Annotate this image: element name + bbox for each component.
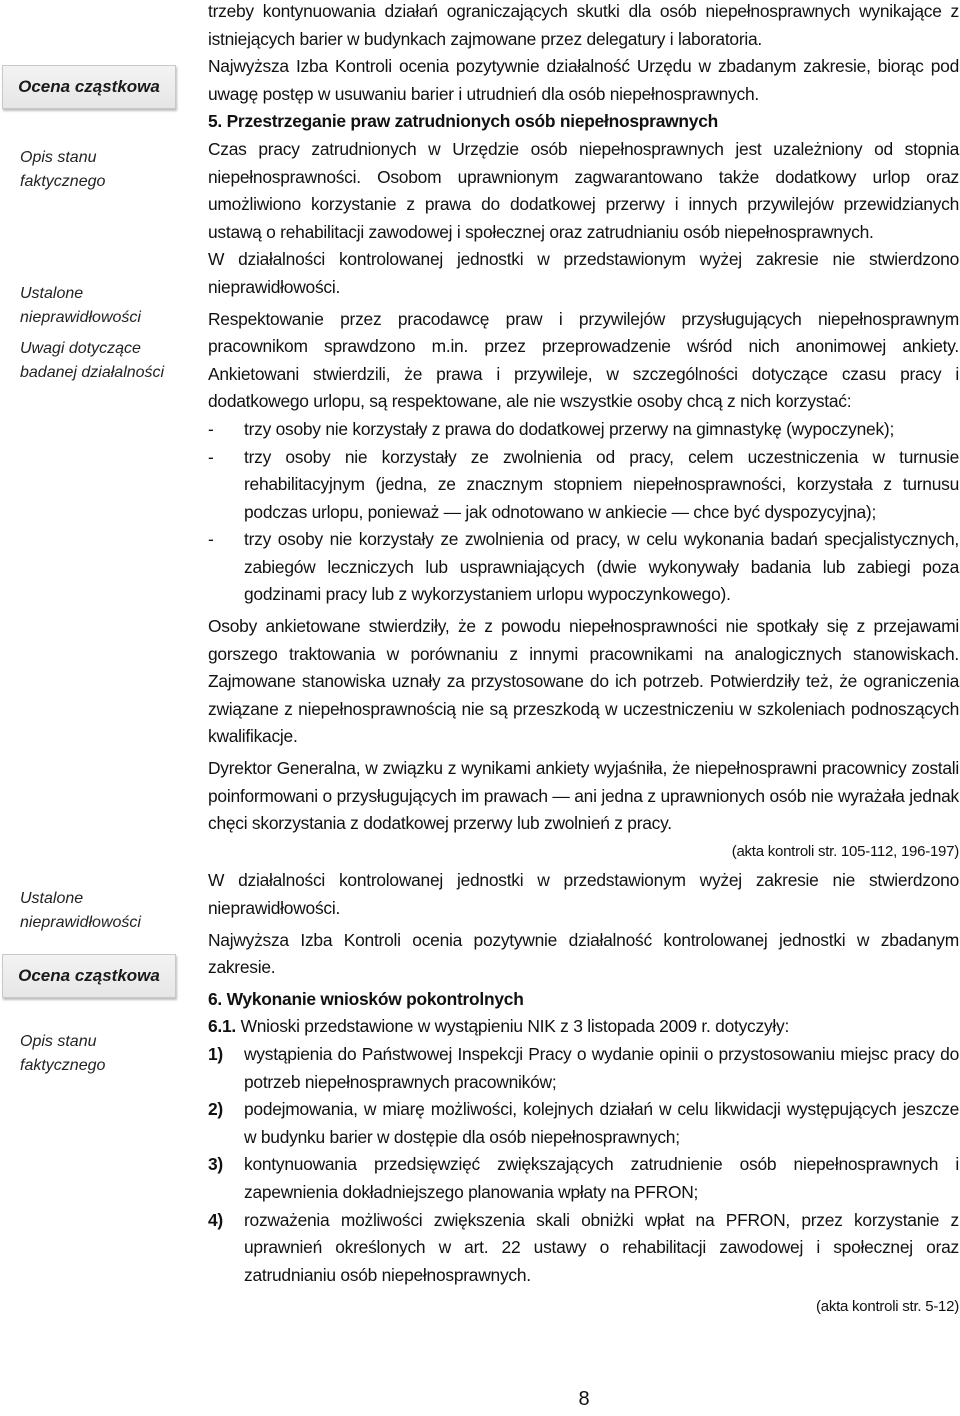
margin-note-facts: Opis stanu faktycznego [20, 149, 106, 190]
subsection-heading [208, 1013, 959, 1041]
list-item [208, 1096, 959, 1151]
paragraph: W działalności kontrolowanej jednostki w przedstawionym wyżej zakresie nie stwierdzono nieprawidłowości. [208, 870, 959, 918]
margin-note-irregularities: Ustalone nieprawidłowości [20, 285, 141, 326]
page-number: 8 [578, 1388, 590, 1410]
list-item [208, 444, 959, 527]
section-heading: 6. Wykonanie wniosków pokontrolnych [208, 988, 524, 1009]
list-number: 2) [208, 1099, 223, 1120]
dash-marker: - [208, 446, 214, 467]
partial-assessment-box: Ocena cząstkowa [2, 65, 176, 109]
paragraph: W działalności kontrolowanej jednostki w przedstawionym wyżej zakresie nie stwierdzono nieprawidłowości. [208, 249, 959, 297]
list-number: 4) [208, 1209, 223, 1230]
subsection-number: 6.1. [208, 1016, 237, 1037]
paragraph: trzeby kontynuowania działań ograniczających skutki dla osób niepełnosprawnych wynikające z istniejących barier w budynkach zajmowane przez delegatury i laboratoria. [208, 1, 959, 49]
subsection-text: Wnioski przedstawione w wystąpieniu NIK z 3 listopada 2009 r. dotyczyły: [236, 1016, 790, 1037]
paragraph: Najwyższa Izba Kontroli ocenia pozytywnie działalność kontrolowanej jednostki w zbadanym zakresie. [208, 929, 959, 978]
list-item [208, 1207, 959, 1290]
paragraph: Czas pracy zatrudnionych w Urzędzie osób niepełnosprawnych jest uzależniony od stopnia niepełnosprawności. Osobom uprawnionym zagwarantowano także dodatkowy urlop oraz umożliwiono korzystanie z prawa do dodatkowej przerwy i innych przywilejów przewidzianych ustawą o rehabilitacji zawodowej i społecznej oraz zatrudnianiu osób niepełnosprawnych. [208, 138, 959, 242]
reference-note: (akta kontroli str. 5-12) [816, 1298, 959, 1316]
paragraph: Najwyższa Izba Kontroli ocenia pozytywnie działalność Urzędu w zbadanym zakresie, biorąc pod uwagę postęp w usuwaniu barier i utrudnień dla osób niepełnosprawnych. [208, 56, 959, 104]
list-item-text: wystąpienia do Państwowej Inspekcji Pracy o wydanie opinii o przystosowaniu miejsc pracy do potrzeb niepełnosprawnych pracowników; [244, 1043, 959, 1092]
list-item-text: trzy osoby nie korzystały ze zwolnienia od pracy, w celu wykonania badań specjalistycznych, zabiegów leczniczych lub usprawniających (dwie wykonywały badania lub zabiegi poza godzinami pracy lub z wykorzystaniem urlopu wypoczynkowego). [244, 529, 959, 605]
list-number: 1) [208, 1043, 223, 1064]
margin-note-facts-2: Opis stanu faktycznego [20, 1033, 106, 1074]
paragraph: Dyrektor Generalna, w związku z wynikami ankiety wyjaśniła, że niepełnosprawni pracownicy zostali poinformowani o przysługujących im prawach — ani jedna z uprawnionych osób nie wyrażała jednak chęci skorzystania z dodatkowej przerwy lub zwolnień z pracy. [208, 758, 959, 834]
margin-note-irregularities-2: Ustalone nieprawidłowości [20, 890, 141, 931]
partial-assessment-box-2: Ocena cząstkowa [2, 954, 176, 998]
margin-notes [0, 0, 180, 1416]
reference-note: (akta kontroli str. 105-112, 196-197) [731, 842, 959, 860]
paragraph: Osoby ankietowane stwierdziły, że z powodu niepełnosprawności nie spotkały się z przejawami gorszego traktowania w porównaniu z innymi pracownikami na analogicznych stanowiskach. Zajmowane stanowiska uznały za przystosowane do ich potrzeb. Potwierdziły też, że ograniczenia związane z niepełnosprawnością nie są przeszkodą w uczestniczeniu w szkoleniach podnoszących kwalifikacje. [208, 616, 959, 747]
list-item-text: rozważenia możliwości zwiększenia skali obniżki wpłat na PFRON, przez korzystanie z uprawnień określonych w art. 22 ustawy o rehabilitacji zawodowej i społecznej oraz zatrudnianiu osób niepełnosprawnych. [244, 1209, 959, 1285]
list-item-text: trzy osoby nie korzystały ze zwolnienia od pracy, celem uczestniczenia w turnusie rehabilitacyjnym (jedna, ze znacznym stopniem niepełnosprawności, korzystała z turnusu podczas urlopu, ponieważ — jak odnotowano w ankiecie — chce być dyspozycyjna); [244, 446, 959, 522]
document-body [208, 0, 959, 1321]
list-item [208, 416, 959, 444]
list-item-text: podejmowania, w miarę możliwości, kolejnych działań w celu likwidacji występujących jeszcze w budynku barier w dostępie dla osób niepełnosprawnych; [244, 1099, 959, 1147]
section-heading: 5. Przestrzeganie praw zatrudnionych osób niepełnosprawnych [208, 111, 718, 132]
list-item-text: trzy osoby nie korzystały z prawa do dodatkowej przerwy na gimnastykę (wypoczynek); [244, 418, 895, 439]
paragraph: Respektowanie przez pracodawcę praw i przywilejów przysługujących niepełnosprawnym pracownikom sprawdzono m.in. przez przeprowadzenie wśród nich anonimowej ankiety. Ankietowani stwierdzili, że prawa i przywileje, w szczególności dotyczące czasu pracy i dodatkowego urlopu, są respektowane, ale nie wszystkie osoby chcą z nich korzystać: [208, 308, 959, 412]
dash-marker: - [208, 418, 214, 439]
margin-note-remarks: Uwagi dotyczące badanej działalności [20, 340, 165, 381]
list-number: 3) [208, 1154, 223, 1175]
dash-marker: - [208, 529, 214, 550]
list-item [208, 1041, 959, 1096]
list-item [208, 1151, 959, 1206]
list-item [208, 526, 959, 609]
list-item-text: kontynuowania przedsięwzięć zwiększających zatrudnienie osób niepełnosprawnych i zapewnienia dokładniejszego planowania wpłaty na PFRON; [244, 1154, 959, 1202]
